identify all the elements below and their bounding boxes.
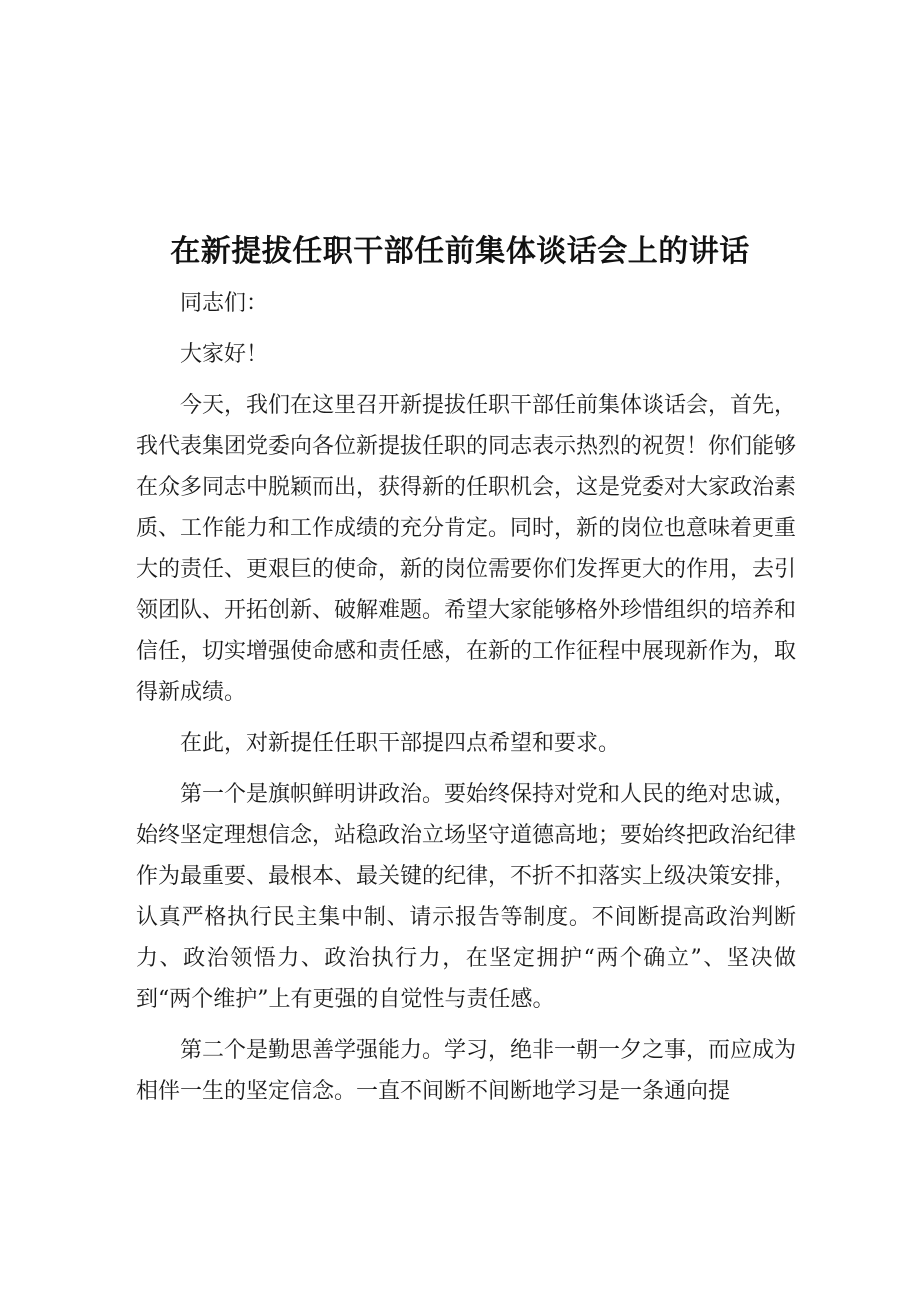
salutation: 同志们： [180,291,269,316]
paragraph-point-two: 第二个是勤思善学强能力。学习，绝非一朝一夕之事，而应成为相伴一生的坚定信念。一直不间断不间断地学习是一条通向提 [136,1038,797,1104]
greeting: 大家好！ [180,342,269,367]
paragraph-point-one: 第一个是旗帜鲜明讲政治。要始终保持对党和人民的绝对忠诚，始终坚定理想信念，站稳政治立场坚守道德高地；要始终把政治纪律作为最重要、最根本、最关键的纪律，不折不扣落实上级决策安排，认真严格执行民主集中制、请示报告等制度。不间断提高政治判断力、政治领悟力、政治执行力，在坚定拥护“两个确立”、坚决做到“两个维护”上有更强的自觉性与责任感。 [136,782,797,1012]
paragraph-requirements-intro: 在此，对新提任任职干部提四点希望和要求。 [180,731,621,756]
document-body [136,283,796,1112]
paragraph-opening: 今天，我们在这里召开新提拔任职干部任前集体谈话会，首先，我代表集团党委向各位新提拔任职的同志表示热烈的祝贺！你们能够在众多同志中脱颖而出，获得新的任职机会，这是党委对大家政治素质、工作能力和工作成绩的充分肯定。同时，新的岗位也意味着更重大的责任、更艰巨的使命，新的岗位需要你们发挥更大的作用，去引领团队、开拓创新、破解难题。希望大家能够格外珍惜组织的培养和信任，切实增强使命感和责任感，在新的工作征程中展现新作为，取得新成绩。 [136,393,797,705]
document-title: 在新提拔任职干部任前集体谈话会上的讲话 [170,234,750,269]
